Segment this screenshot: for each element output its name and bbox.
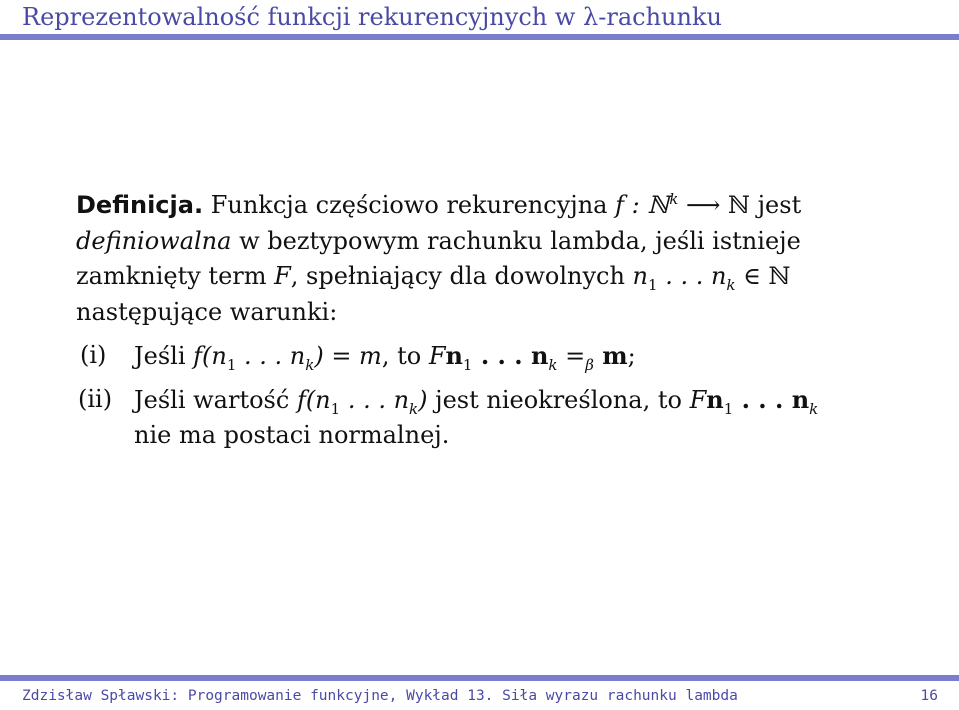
item-text-continuation: nie ma postaci normalnej. — [134, 421, 450, 449]
definition-block — [76, 188, 856, 454]
subscript-1: 1 — [648, 275, 658, 294]
item-label: (i) — [80, 341, 107, 369]
membership-symbol: ∈ ℕ — [735, 262, 791, 290]
definition-text-end: jest — [757, 191, 802, 219]
item-text: ; — [627, 342, 636, 370]
beta-equality: = — [557, 342, 586, 370]
numeral: . . . n — [472, 341, 549, 370]
math-expression: ) — [418, 385, 428, 414]
numeral: n — [445, 341, 463, 370]
subscript: k — [305, 355, 315, 374]
definition-line-1 — [76, 188, 856, 224]
subscript: k — [409, 399, 419, 418]
definition-text: zamknięty term — [76, 262, 275, 290]
definition-text: Funkcja częściowo rekurencyjna — [210, 191, 608, 219]
definition-line-4: następujące warunki: — [76, 297, 338, 326]
math-expression: f(n — [296, 385, 331, 414]
title-divider — [0, 34, 959, 40]
variable-n: n — [632, 262, 649, 290]
definition-line-3 — [76, 259, 856, 295]
slide-title: Reprezentowalność funkcji rekurencyjnych w λ-rachunku — [22, 3, 722, 31]
subscript: k — [548, 355, 558, 374]
numeral: . . . n — [733, 384, 810, 414]
definition-text: , spełniający dla dowolnych — [290, 262, 633, 290]
item-label: (ii) — [78, 384, 113, 413]
list-item — [76, 338, 856, 375]
footer-text: Zdzisław Spławski: Programowanie funkcyjne, Wykład 13. Siła wyrazu rachunku lambda — [22, 688, 738, 704]
conditions-list — [76, 338, 856, 454]
definition-line-2 — [76, 224, 856, 260]
subscript-k: k — [726, 275, 736, 294]
definition-label: Definicja. — [76, 191, 204, 219]
numeral: m — [593, 341, 628, 370]
definition-text: w beztypowym rachunku lambda, jeśli istnieje — [231, 226, 801, 255]
function-signature: f : ℕ — [615, 191, 670, 219]
math-expression: ) = m — [314, 342, 382, 370]
math-expression: . . . n — [236, 342, 306, 370]
item-text: , to — [381, 342, 429, 370]
exponent-k: k — [669, 190, 679, 208]
subscript-beta: β — [585, 355, 594, 374]
subscript: 1 — [226, 355, 237, 374]
numeral: n — [706, 384, 724, 414]
item-text: Jeśli — [134, 342, 194, 370]
math-expression: f(n — [193, 342, 227, 370]
footer-divider — [0, 675, 959, 681]
subscript: 1 — [723, 399, 734, 418]
math-expression: . . . n — [340, 385, 410, 414]
definable-term: definiowalna — [76, 226, 232, 255]
subscript: k — [809, 399, 819, 418]
term-F: F — [428, 342, 446, 370]
page-number: 16 — [920, 688, 938, 704]
variable-dots: . . . n — [657, 262, 727, 290]
subscript: 1 — [330, 399, 341, 418]
term-F: F — [274, 262, 291, 290]
list-item — [76, 382, 856, 454]
footer — [22, 688, 938, 704]
arrow-symbol: ⟶ ℕ — [678, 191, 758, 219]
term-F: F — [689, 385, 707, 414]
item-text: Jeśli wartość — [134, 385, 297, 414]
subscript: 1 — [462, 355, 473, 374]
item-text: jest nieokreślona, to — [427, 385, 690, 414]
